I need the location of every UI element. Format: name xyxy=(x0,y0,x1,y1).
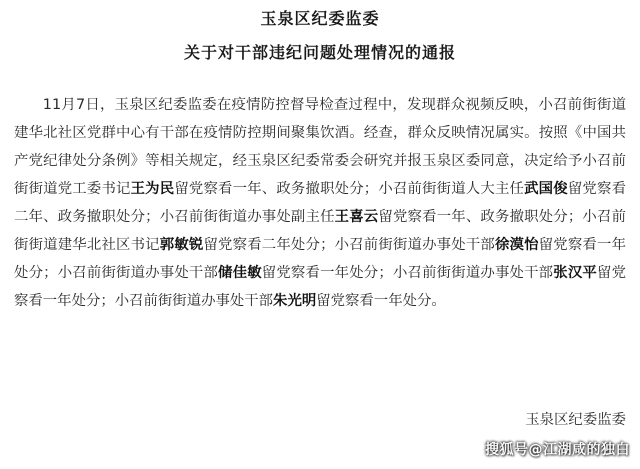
paragraph-text-segment: 留党察看一年、政务撤职处分；小召前街街道人大主任 xyxy=(174,181,525,197)
source-watermark: 搜狐号@江湖咸的独白 xyxy=(485,442,630,458)
paragraph-text-segment: 留党察看二年处分；小召前街街道办事处干部 xyxy=(203,237,495,253)
paragraph-text-segment: 11月7日，玉泉区纪委监委在疫情防控督导检查过程中，发现群众视频反映，小召前街街道建华北社区党群中心有干部在疫情防控期间聚集饮酒。经查，群众反映情况属实。按照《中国共产党纪律处分条例》等相关规定，经玉泉区纪委常委会研究并报玉泉区委同意，决定给予小召前街街道党工委书记 xyxy=(14,97,626,197)
person-name: 王喜云 xyxy=(334,209,379,225)
person-name: 王为民 xyxy=(130,181,175,197)
person-name: 储佳敏 xyxy=(218,265,262,281)
paragraph-text-segment: 留党察看一年处分；小召前街街道办事处干部 xyxy=(14,265,626,309)
paragraph-text-segment: 留党察看一年处分。 xyxy=(316,293,446,309)
document-signature: 玉泉区纪委监委 xyxy=(525,412,626,428)
person-name: 武国俊 xyxy=(524,181,568,197)
paragraph-text-segment: 留党察看一年、政务撤职处分；小召前街街道建华北社区书记 xyxy=(14,209,626,253)
document-body-paragraph xyxy=(14,91,626,315)
person-name: 郭敏锐 xyxy=(159,237,204,253)
paragraph-text-segment: 留党察看二年、政务撤职处分；小召前街街道办事处副主任 xyxy=(14,181,626,225)
person-name: 徐漠怡 xyxy=(494,237,539,253)
person-name: 张汉平 xyxy=(553,265,597,281)
document-subject-title: 关于对干部违纪问题处理情况的通报 xyxy=(183,43,456,62)
person-name: 朱光明 xyxy=(273,293,317,309)
document-issuer-title: 玉泉区纪委监委 xyxy=(260,9,380,28)
paragraph-text-segment: 留党察看一年处分；小召前街街道办事处干部 xyxy=(261,265,554,281)
paragraph-text-segment: 留党察看一年处分；小召前街街道办事处干部 xyxy=(14,237,626,281)
